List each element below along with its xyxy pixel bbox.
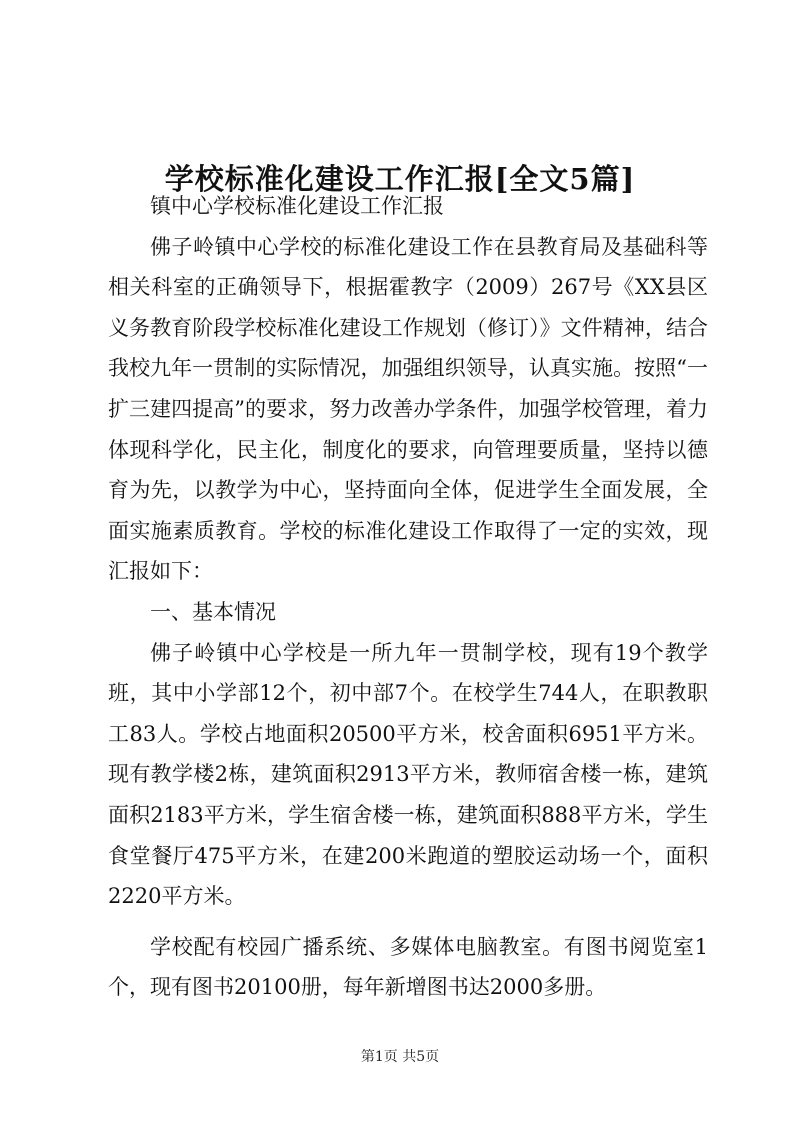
document-body: [108, 186, 708, 1008]
basic-info-paragraph: 佛子岭镇中心学校是一所九年一贯制学校，现有19个教学班，其中小学部12个，初中部7个。在校学生744人，在职教职工83人。学校占地面积20500平方米，校舍面积6951平方米。现有教学楼2栋，建筑面积2913平方米，教师宿舍楼一栋，建筑面积2183平方米，学生宿舍楼一栋，建筑面积888平方米，学生食堂餐厅475平方米，在建200米跑道的塑胶运动场一个，面积2220平方米。: [108, 640, 708, 909]
document-title: 学校标准化建设工作汇报[全文5篇]: [164, 162, 636, 197]
facilities-paragraph: 学校配有校园广播系统、多媒体电脑教室。有图书阅览室1个，现有图书20100册，每年新增图书达2000多册。: [108, 934, 708, 1000]
subtitle-paragraph: 镇中心学校标准化建设工作汇报: [150, 194, 444, 218]
intro-paragraph: 佛子岭镇中心学校的标准化建设工作在县教育局及基础科等相关科室的正确领导下，根据霍教字（2009）267号《XX县区义务教育阶段学校标准化建设工作规划（修订）》文件精神，结合我校九年一贯制的实际情况，加强组织领导，认真实施。按照“一扩三建四提高”的要求，努力改善办学条件，加强学校管理，着力体现科学化，民主化，制度化的要求，向管理要质量，坚持以德育为先，以教学为中心，坚持面向全体，促进学生全面发展，全面实施素质教育。学校的标准化建设工作取得了一定的实效，现汇报如下：: [108, 234, 708, 584]
section-heading: 一、基本情况: [150, 599, 276, 624]
page-footer: 第1页 共5页: [360, 1049, 440, 1065]
